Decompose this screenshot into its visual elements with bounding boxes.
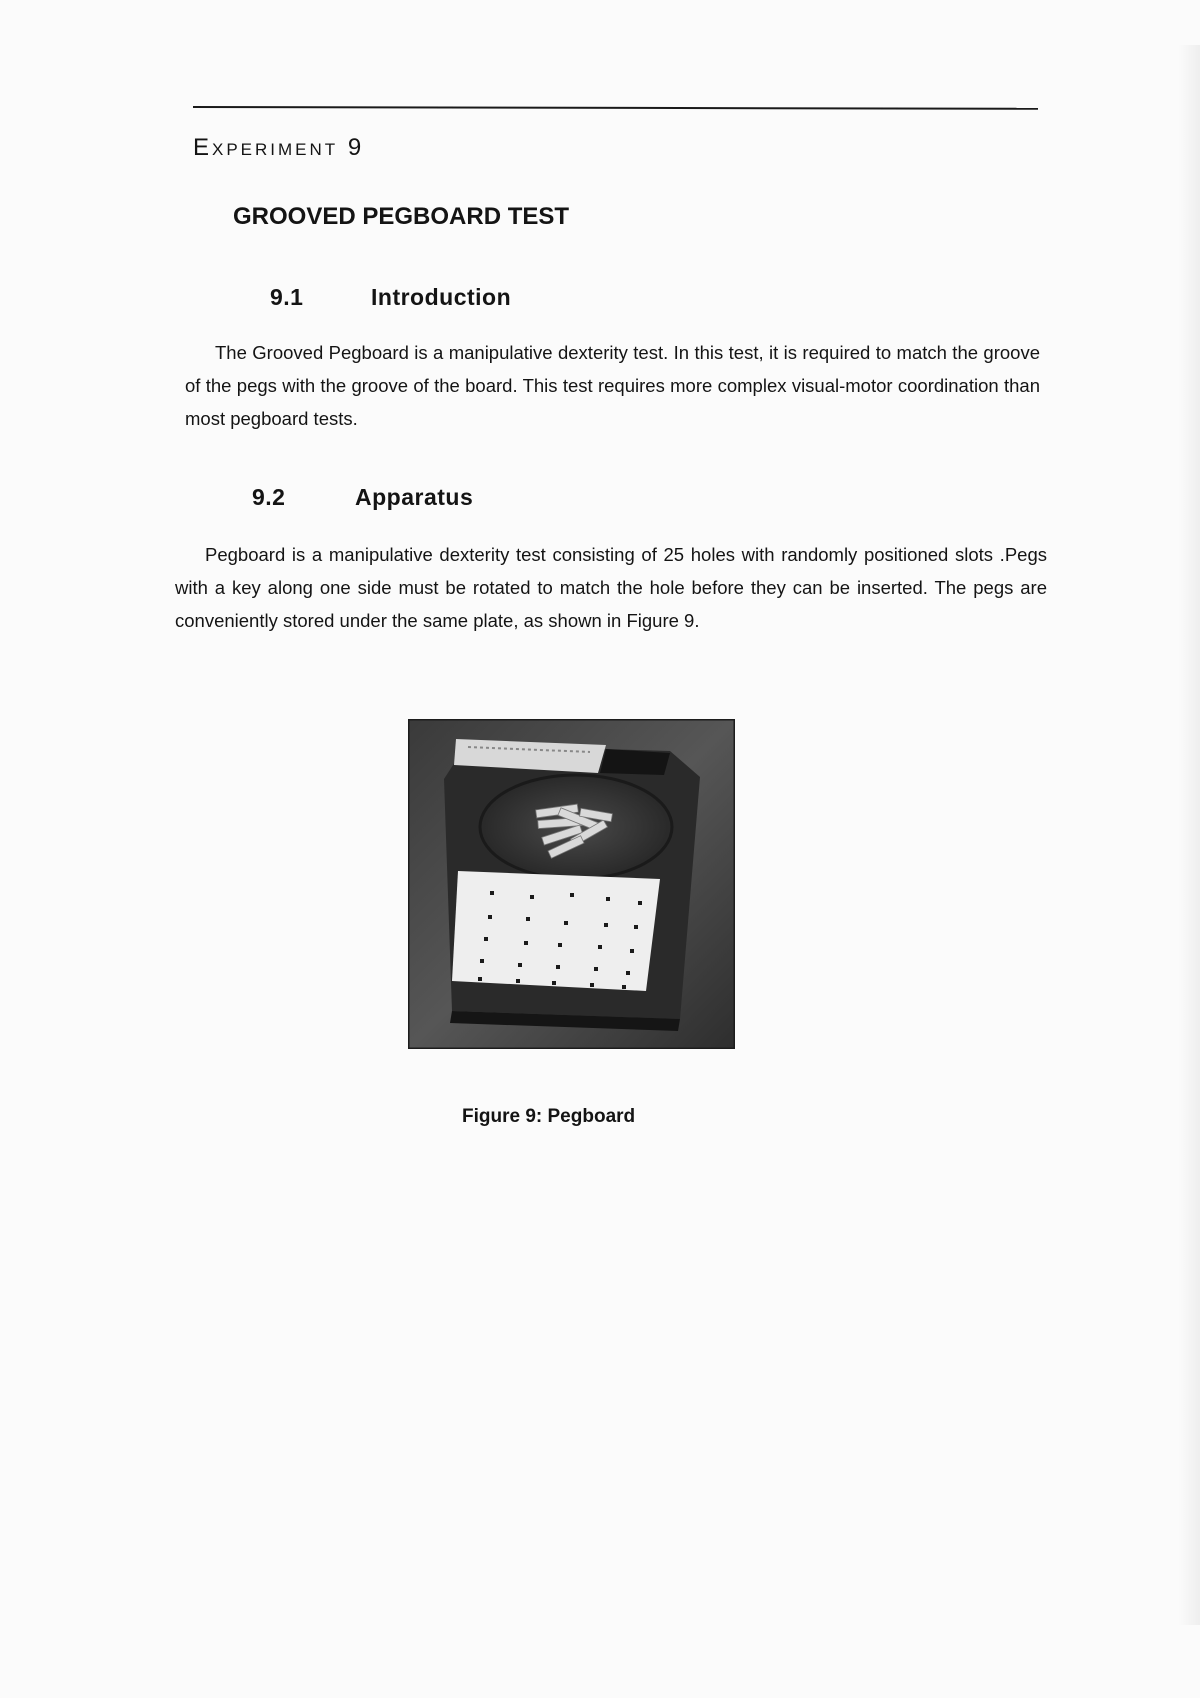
introduction-paragraph: The Grooved Pegboard is a manipulative dexterity test. In this test, it is required to match the groove of the pegs with the groove of the board. This test requires more complex visual-motor coordination than most pegboard tests. [185, 342, 1040, 429]
section-number: 9.1 [270, 284, 304, 310]
section-title: Apparatus [355, 484, 474, 510]
figure-caption: Figure 9: Pegboard [462, 1106, 636, 1127]
scan-shadow [1178, 45, 1200, 1625]
section-heading-introduction [270, 284, 511, 311]
header-rule [193, 106, 1038, 110]
section-number: 9.2 [252, 484, 286, 510]
pegboard-photo [408, 719, 735, 1049]
section-title: Introduction [371, 284, 512, 310]
experiment-heading: Experiment 9 [193, 134, 365, 161]
page-title: GROOVED PEGBOARD TEST [233, 203, 570, 230]
section-heading-apparatus [252, 484, 473, 511]
apparatus-paragraph: Pegboard is a manipulative dexterity test consisting of 25 holes with randomly positioned slots .Pegs with a key along one side must be rotated to match the hole before they can be inserted. The pegs are conveniently stored under the same plate, as shown in Figure 9. [175, 544, 1047, 631]
